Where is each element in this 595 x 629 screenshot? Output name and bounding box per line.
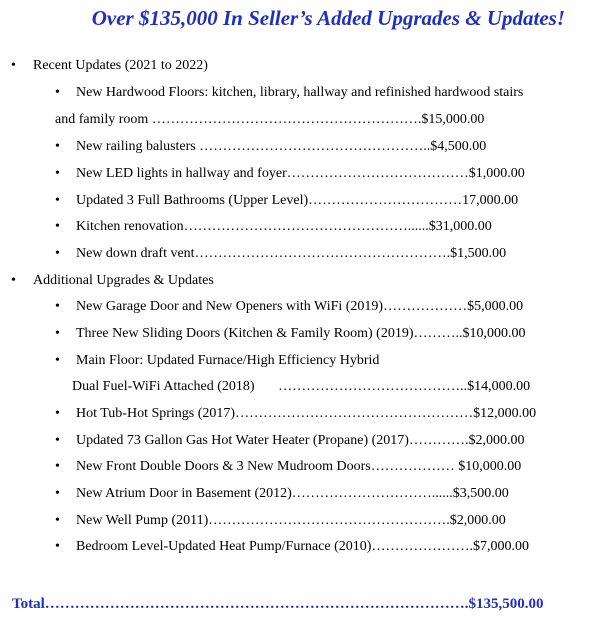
- list-item: [76, 325, 526, 343]
- bullet-icon: •: [55, 406, 60, 421]
- bullet-icon: •: [55, 513, 60, 528]
- list-item-label: New Front Double Doors & 3 New Mudroom Doors: [76, 459, 371, 474]
- bullet-icon: •: [55, 193, 60, 208]
- list-item-label: New railing balusters: [76, 139, 196, 154]
- list-item-line1: Main Floor: Updated Furnace/High Efficiency Hybrid: [76, 353, 380, 368]
- total-amount: $135,500.00: [468, 596, 544, 612]
- list-item: [76, 298, 523, 316]
- bullet-icon: •: [55, 539, 60, 554]
- bullet-icon: •: [55, 459, 60, 474]
- list-item-label: Bedroom Level-Updated Heat Pump/Furnace (2010): [76, 539, 372, 554]
- dot-leader: ………….: [408, 433, 469, 448]
- total-line: [12, 596, 544, 613]
- list-item-label: Updated 3 Full Bathrooms (Upper Level): [76, 193, 309, 208]
- bullet-icon: •: [55, 353, 60, 368]
- list-item: [76, 485, 509, 503]
- list-item-label: and family room: [55, 112, 149, 127]
- list-item-amount: $10,000.00: [458, 459, 522, 474]
- list-item: [76, 165, 525, 183]
- dot-leader: ………………….: [371, 539, 473, 554]
- bullet-icon: •: [11, 273, 16, 288]
- list-item-amount: $14,000.00: [467, 379, 531, 394]
- list-item-label: Updated 73 Gallon Gas Hot Water Heater (Propane) (2017): [76, 433, 409, 448]
- list-item: [76, 432, 524, 450]
- list-item-label: New Well Pump (2011): [76, 513, 209, 528]
- list-item: [76, 138, 486, 156]
- list-item-amount: $2,000.00: [468, 433, 525, 448]
- list-item-amount: $1,500.00: [450, 246, 507, 261]
- list-item: [76, 218, 492, 236]
- list-item-label: New Atrium Door in Basement (2012): [76, 486, 292, 501]
- dot-leader: ………………: [370, 459, 455, 474]
- list-item-label: New LED lights in hallway and foyer: [76, 166, 287, 181]
- list-item-label: Hot Tub-Hot Springs (2017): [76, 406, 236, 421]
- dot-leader: …………………………………..: [278, 379, 468, 394]
- list-item-label: Dual Fuel-WiFi Attached (2018): [72, 379, 255, 394]
- list-item-label: New Garage Door and New Openers with WiFi (2019): [76, 299, 384, 314]
- dot-leader: ………………………………………………………………………….: [44, 596, 469, 612]
- list-item: [76, 538, 529, 556]
- list-item-label: New down draft vent: [76, 246, 195, 261]
- dot-leader: ……………………………………………….: [194, 246, 451, 261]
- bullet-icon: •: [11, 58, 16, 73]
- list-item: [76, 458, 521, 476]
- bullet-icon: •: [55, 139, 60, 154]
- list-item-amount: $12,000.00: [473, 406, 537, 421]
- dot-leader: …………………………......: [291, 486, 453, 501]
- dot-leader: ………..: [413, 326, 463, 341]
- bullet-icon: •: [55, 166, 60, 181]
- list-item-label: Kitchen renovation: [76, 219, 184, 234]
- list-item-line1: New Hardwood Floors: kitchen, library, hallway and refinished hardwood stairs: [76, 85, 524, 100]
- bullet-icon: •: [55, 246, 60, 261]
- dot-leader: …………………………………………......: [183, 219, 429, 234]
- list-item-amount: $7,000.00: [472, 539, 529, 554]
- dot-leader: ………………: [383, 299, 468, 314]
- list-item: [76, 512, 506, 530]
- list-item-amount: $31,000.00: [428, 219, 492, 234]
- list-item-amount: $5,000.00: [467, 299, 524, 314]
- section-heading-recent: Recent Updates (2021 to 2022): [33, 58, 208, 73]
- list-item: [55, 111, 484, 129]
- list-item-amount: $2,000.00: [449, 513, 506, 528]
- list-item: [76, 405, 536, 423]
- list-item: [76, 192, 518, 210]
- dot-leader: ……………………………: [308, 193, 463, 208]
- dot-leader: …………………………………………….: [208, 513, 450, 528]
- section-heading-additional: Additional Upgrades & Updates: [33, 273, 214, 288]
- dot-leader: ……………………………………………: [235, 406, 474, 421]
- dot-leader: …………………………………………..: [199, 139, 431, 154]
- list-item-amount: 17,000.00: [462, 193, 519, 208]
- dot-leader: ………………………………………………….: [151, 112, 422, 127]
- bullet-icon: •: [55, 219, 60, 234]
- list-item-amount: $10,000.00: [462, 326, 526, 341]
- bullet-icon: •: [55, 486, 60, 501]
- list-item-amount: $4,500.00: [430, 139, 487, 154]
- bullet-icon: •: [55, 326, 60, 341]
- list-item-amount: $3,500.00: [452, 486, 509, 501]
- list-item-label: Three New Sliding Doors (Kitchen & Family Room) (2019): [76, 326, 414, 341]
- page-title: Over $135,000 In Seller’s Added Upgrades & Updates!: [91, 6, 565, 30]
- total-label: Total: [12, 596, 45, 612]
- dot-leader: …………………………………: [286, 166, 469, 181]
- list-item-amount: $1,000.00: [468, 166, 525, 181]
- list-item: [72, 378, 530, 396]
- list-item-amount: $15,000.00: [421, 112, 485, 127]
- bullet-icon: •: [55, 299, 60, 314]
- bullet-icon: •: [55, 433, 60, 448]
- bullet-icon: •: [55, 85, 60, 100]
- list-item: [76, 245, 506, 263]
